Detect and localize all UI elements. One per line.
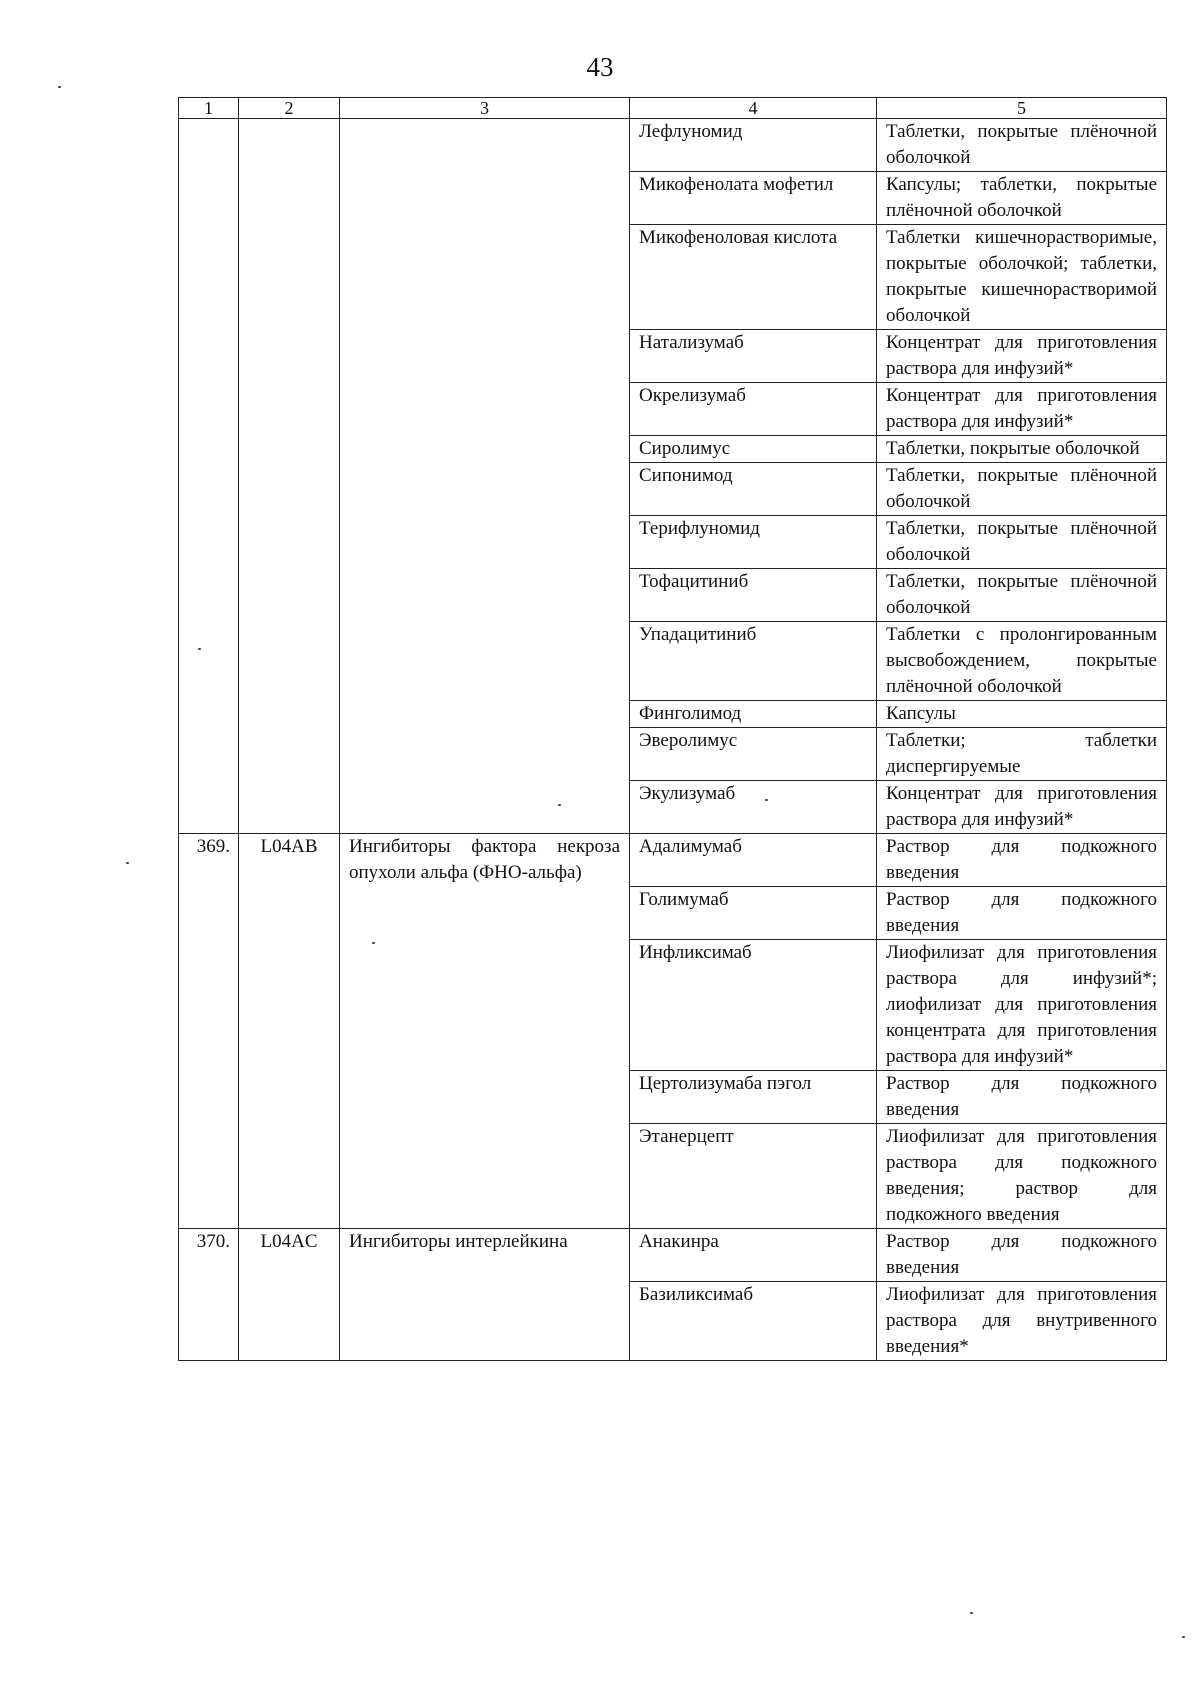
dosage-form-cell: Таблетки, покрытые плёночной оболочкой: [877, 516, 1167, 569]
drug-name-cell: Натализумаб: [630, 330, 877, 383]
scan-speck: [126, 862, 129, 864]
row-number-cell: 370.: [179, 1229, 239, 1361]
dosage-form-cell: Таблетки, покрытые плёночной оболочкой: [877, 569, 1167, 622]
scan-speck: [372, 942, 375, 944]
scan-speck: [970, 1612, 973, 1614]
drug-name-cell: Адалимумаб: [630, 834, 877, 887]
header-row: [179, 98, 1167, 119]
column-header-1: 1: [179, 98, 239, 119]
column-header-3: 3: [340, 98, 630, 119]
group-name-cell: Ингибиторы фактора некроза опухоли альфа (ФНО-альфа): [340, 834, 630, 1229]
dosage-form-cell: Капсулы; таблетки, покрытые плёночной оболочкой: [877, 172, 1167, 225]
dosage-form-cell: Лиофилизат для приготовления раствора для внутривенного введения*: [877, 1282, 1167, 1361]
drug-name-cell: Микофенолата мофетил: [630, 172, 877, 225]
drug-name-cell: Окрелизумаб: [630, 383, 877, 436]
dosage-form-cell: Таблетки кишечнорастворимые, покрытые оболочкой; таблетки, покрытые кишечнорастворимой оболочкой: [877, 225, 1167, 330]
dosage-form-cell: Концентрат для приготовления раствора для инфузий*: [877, 781, 1167, 834]
drug-name-cell: Эверолимус: [630, 728, 877, 781]
dosage-form-cell: Раствор для подкожного введения: [877, 1071, 1167, 1124]
dosage-form-cell: Раствор для подкожного введения: [877, 1229, 1167, 1282]
table-row: [179, 119, 1167, 172]
dosage-form-cell: Концентрат для приготовления раствора для инфузий*: [877, 383, 1167, 436]
column-header-2: 2: [239, 98, 340, 119]
drug-name-cell: Сипонимод: [630, 463, 877, 516]
page-number: 43: [586, 52, 614, 82]
dosage-form-cell: Таблетки, покрытые плёночной оболочкой: [877, 463, 1167, 516]
group-name-cell: Ингибиторы интерлейкина: [340, 1229, 630, 1361]
dosage-form-cell: Таблетки, покрытые оболочкой: [877, 436, 1167, 463]
atc-code-cell: [239, 119, 340, 834]
dosage-form-cell: Раствор для подкожного введения: [877, 887, 1167, 940]
column-header-5: 5: [877, 98, 1167, 119]
dosage-form-cell: Таблетки, покрытые плёночной оболочкой: [877, 119, 1167, 172]
dosage-form-cell: Таблетки; таблетки диспергируемые: [877, 728, 1167, 781]
drug-name-cell: Голимумаб: [630, 887, 877, 940]
drug-table: [178, 97, 1167, 1361]
drug-name-cell: Тофацитиниб: [630, 569, 877, 622]
row-number-cell: [179, 119, 239, 834]
drug-name-cell: Упадацитиниб: [630, 622, 877, 701]
drug-name-cell: Экулизумаб: [630, 781, 877, 834]
atc-code-cell: L04AC: [239, 1229, 340, 1361]
scan-speck: [198, 648, 201, 650]
drug-name-cell: Цертолизумаба пэгол: [630, 1071, 877, 1124]
table-row: [179, 1229, 1167, 1282]
dosage-form-cell: Капсулы: [877, 701, 1167, 728]
scan-speck: [765, 799, 768, 801]
column-header-4: 4: [630, 98, 877, 119]
scan-speck: [58, 86, 61, 88]
dosage-form-cell: Раствор для подкожного введения: [877, 834, 1167, 887]
drug-name-cell: Этанерцепт: [630, 1124, 877, 1229]
scan-speck: [558, 804, 561, 806]
drug-name-cell: Инфликсимаб: [630, 940, 877, 1071]
dosage-form-cell: Лиофилизат для приготовления раствора для инфузий*; лиофилизат для приготовления концентрата для приготовления раствора для инфузий*: [877, 940, 1167, 1071]
scan-speck: [1182, 1636, 1185, 1638]
dosage-form-cell: Таблетки с пролонгированным высвобождением, покрытые плёночной оболочкой: [877, 622, 1167, 701]
atc-code-cell: L04AB: [239, 834, 340, 1229]
drug-name-cell: Финголимод: [630, 701, 877, 728]
row-number-cell: 369.: [179, 834, 239, 1229]
drug-name-cell: Базиликсимаб: [630, 1282, 877, 1361]
drug-name-cell: Лефлуномид: [630, 119, 877, 172]
group-name-cell: [340, 119, 630, 834]
table-body: [179, 119, 1167, 1361]
drug-name-cell: Анакинра: [630, 1229, 877, 1282]
dosage-form-cell: Концентрат для приготовления раствора для инфузий*: [877, 330, 1167, 383]
drug-name-cell: Микофеноловая кислота: [630, 225, 877, 330]
dosage-form-cell: Лиофилизат для приготовления раствора для подкожного введения; раствор для подкожного введения: [877, 1124, 1167, 1229]
drug-name-cell: Сиролимус: [630, 436, 877, 463]
table-row: [179, 834, 1167, 887]
drug-name-cell: Терифлуномид: [630, 516, 877, 569]
